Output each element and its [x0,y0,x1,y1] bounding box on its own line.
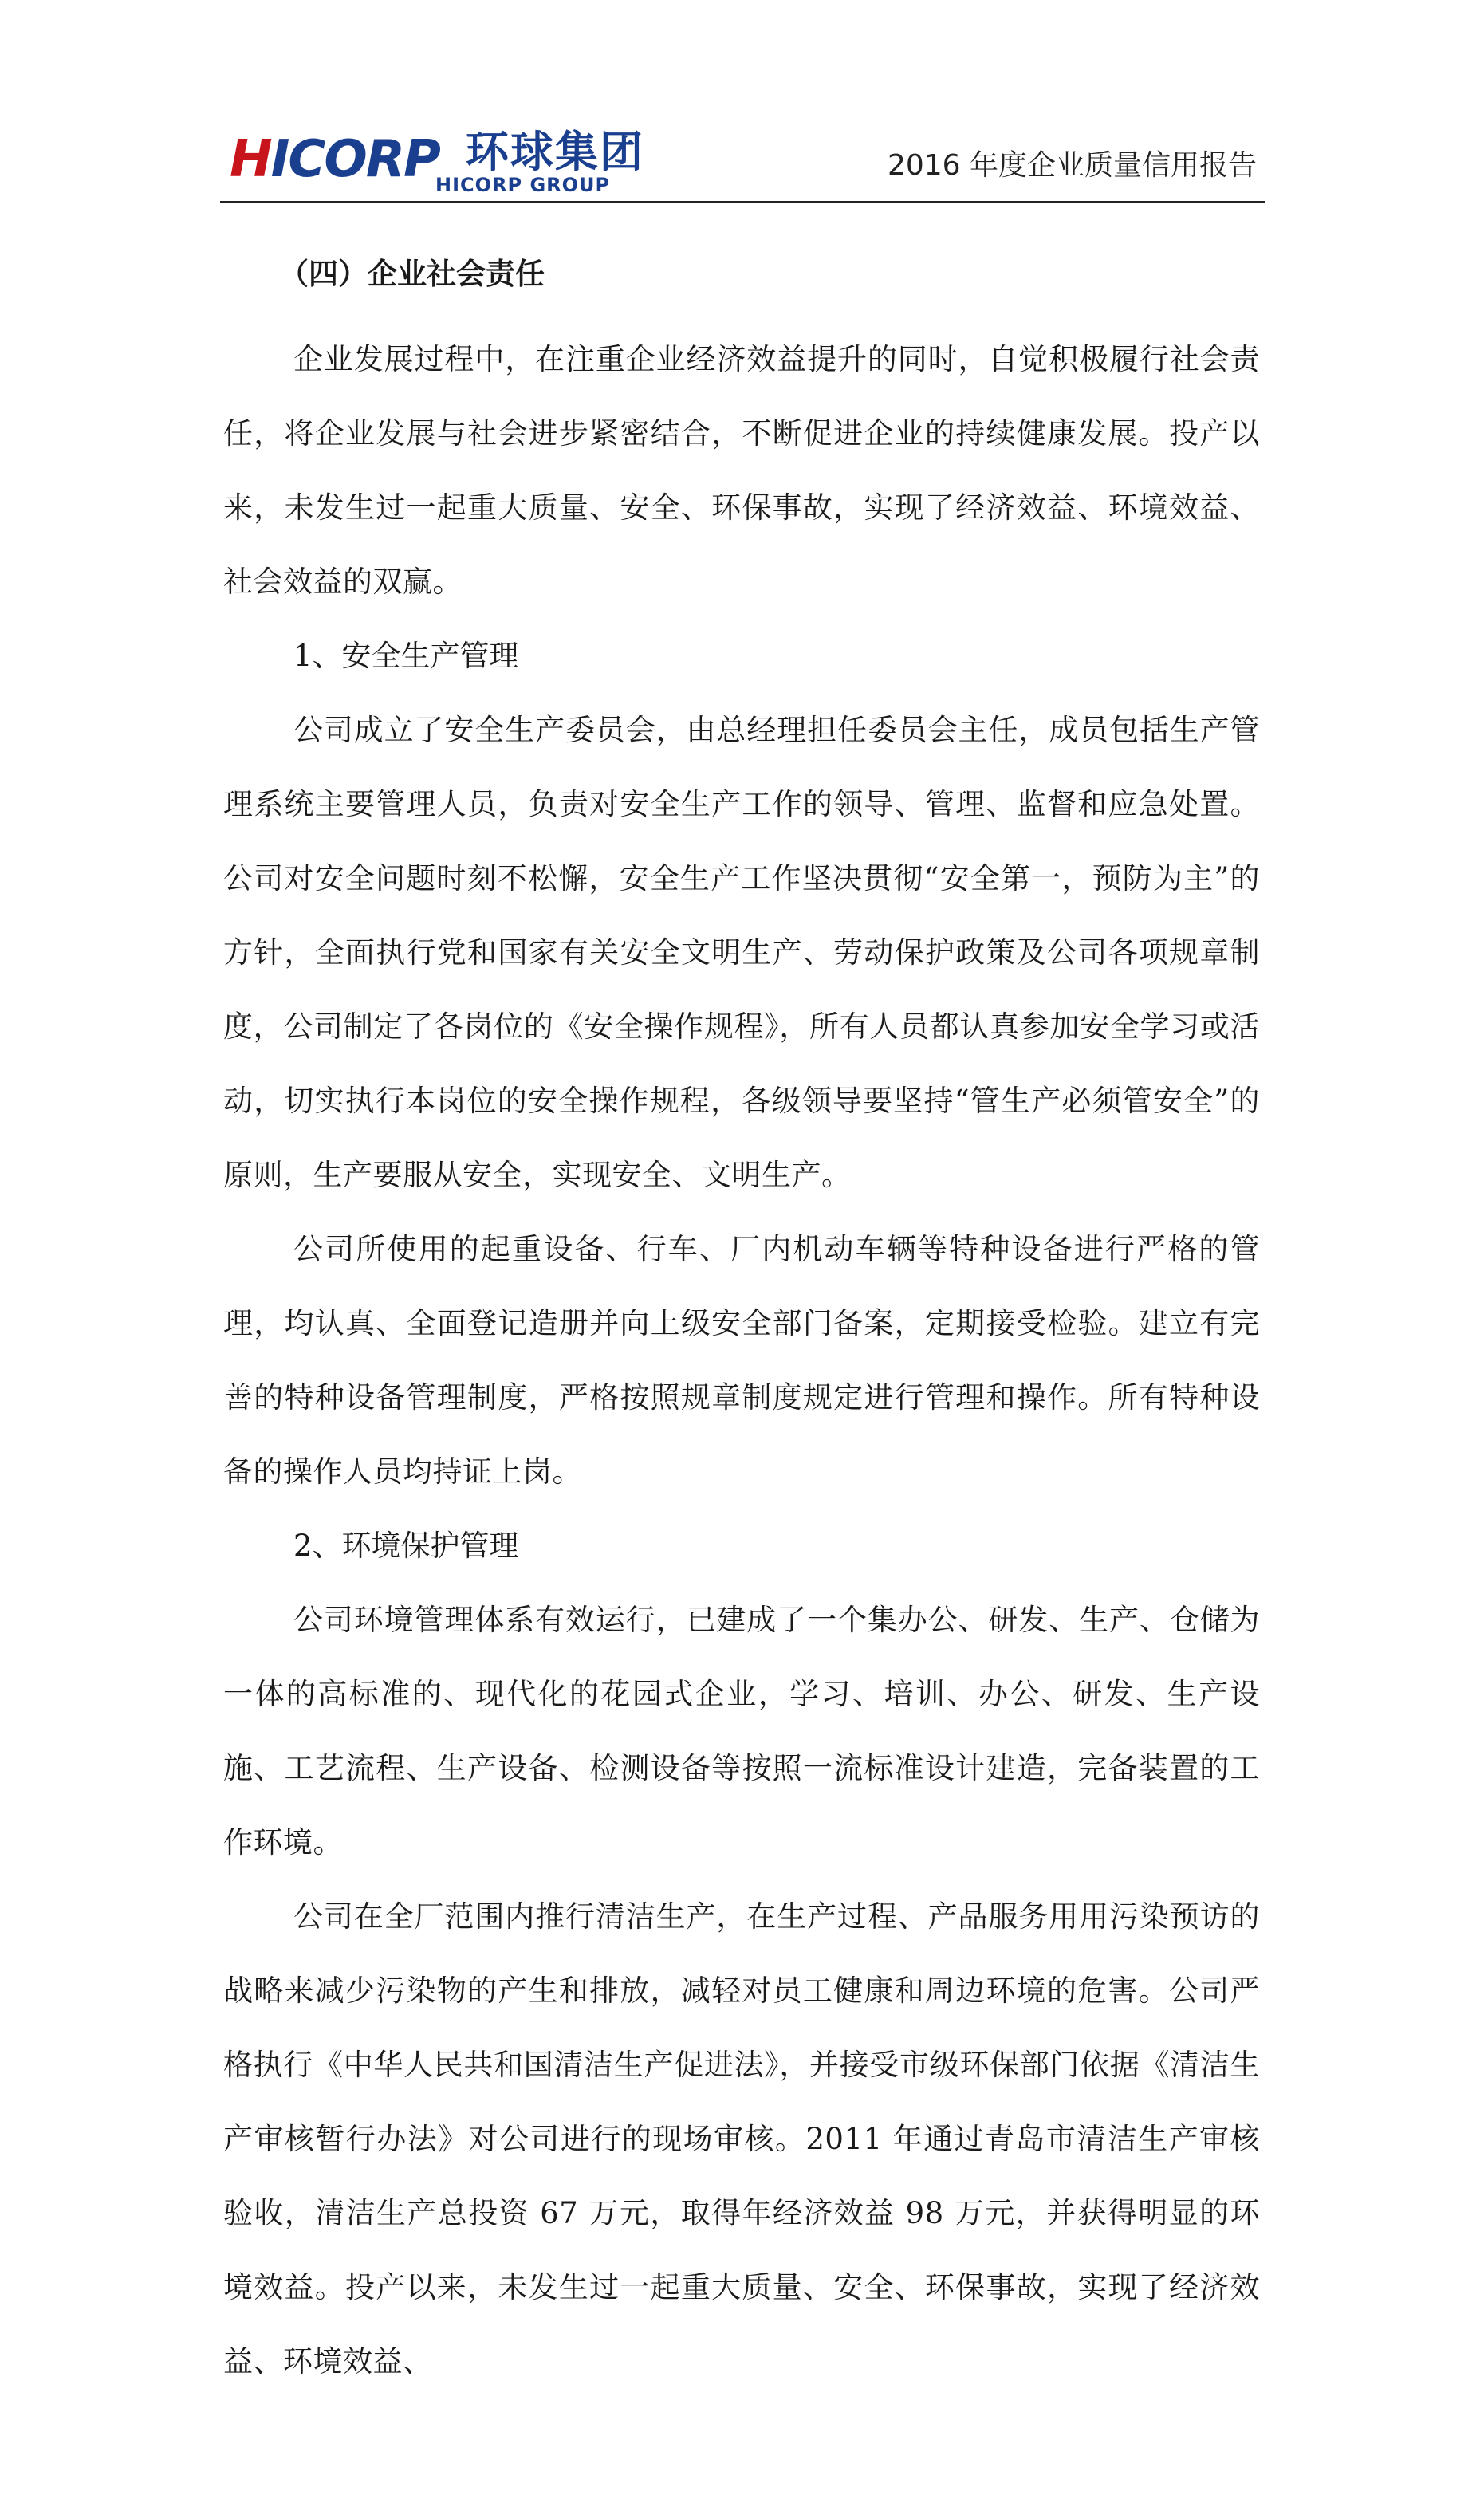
subsection-heading-safety: 1、安全生产管理 [293,639,519,673]
logo-letter-h: H [230,130,271,189]
logo-wordmark [230,130,439,189]
company-logo [220,128,667,199]
document-body [223,239,1260,2399]
safety-paragraph-2: 公司所使用的起重设备、行车、厂内机动车辆等特种设备进行严格的管理，均认真、全面登记造册并向上级安全部门备案，定期接受检验。建立有完善的特种设备管理制度，严格按照规章制度规定进行管理和操作。所有特种设备的操作人员均持证上岗。 [223,1232,1260,1489]
intro-paragraph: 企业发展过程中，在注重企业经济效益提升的同时，自觉积极履行社会责任，将企业发展与社会进步紧密结合，不断促进企业的持续健康发展。投产以来，未发生过一起重大质量、安全、环保事故，实现了经济效益、环境效益、社会效益的双赢。 [223,342,1260,599]
section-title: （四）企业社会责任 [279,257,545,291]
logo-letters-rest: ICORP [270,130,439,189]
environment-paragraph-2: 公司在全厂范围内推行清洁生产，在生产过程、产品服务用用污染预访的战略来减少污染物的产生和排放，减轻对员工健康和周边环境的危害。公司严格执行《中华人民共和国清洁生产促进法》，并接受市级环保部门依据《清洁生产审核暂行办法》对公司进行的现场审核。2011 年通过青岛市清洁生产审核验收，清洁生产总投资 67 万元，取得年经济效益 98 万元，并获得明显的环境效益。投产以来，未发生过一起重大质量、安全、环保事故，实现了经济效益、环境效益、 [223,1899,1260,2379]
environment-paragraph-1: 公司环境管理体系有效运行，已建成了一个集办公、研发、生产、仓储为一体的高标准的、现代化的花园式企业，学习、培训、办公、研发、生产设施、工艺流程、生产设备、检测设备等按照一流标准设计建造，完备装置的工作环境。 [223,1603,1260,1859]
report-title: 2016 年度企业质量信用报告 [887,149,1257,182]
safety-paragraph-1: 公司成立了安全生产委员会，由总经理担任委员会主任，成员包括生产管理系统主要管理人员，负责对安全生产工作的领导、管理、监督和应急处置。公司对安全问题时刻不松懈，安全生产工作坚决贯彻“安全第一，预防为主”的方针，全面执行党和国家有关安全文明生产、劳动保护政策及公司各项规章制度，公司制定了各岗位的《安全操作规程》，所有人员都认真参加安全学习或活动，切实执行本岗位的安全操作规程，各级领导要坚持“管生产必须管安全”的原则，生产要服从安全，实现安全、文明生产。 [223,713,1260,1192]
page-header [220,96,1265,199]
logo-chinese-name: 环球集团 [466,127,644,177]
subsection-heading-environment: 2、环境保护管理 [293,1529,519,1563]
logo-english-name: HICORP GROUP [435,174,611,196]
header-divider [220,201,1265,203]
